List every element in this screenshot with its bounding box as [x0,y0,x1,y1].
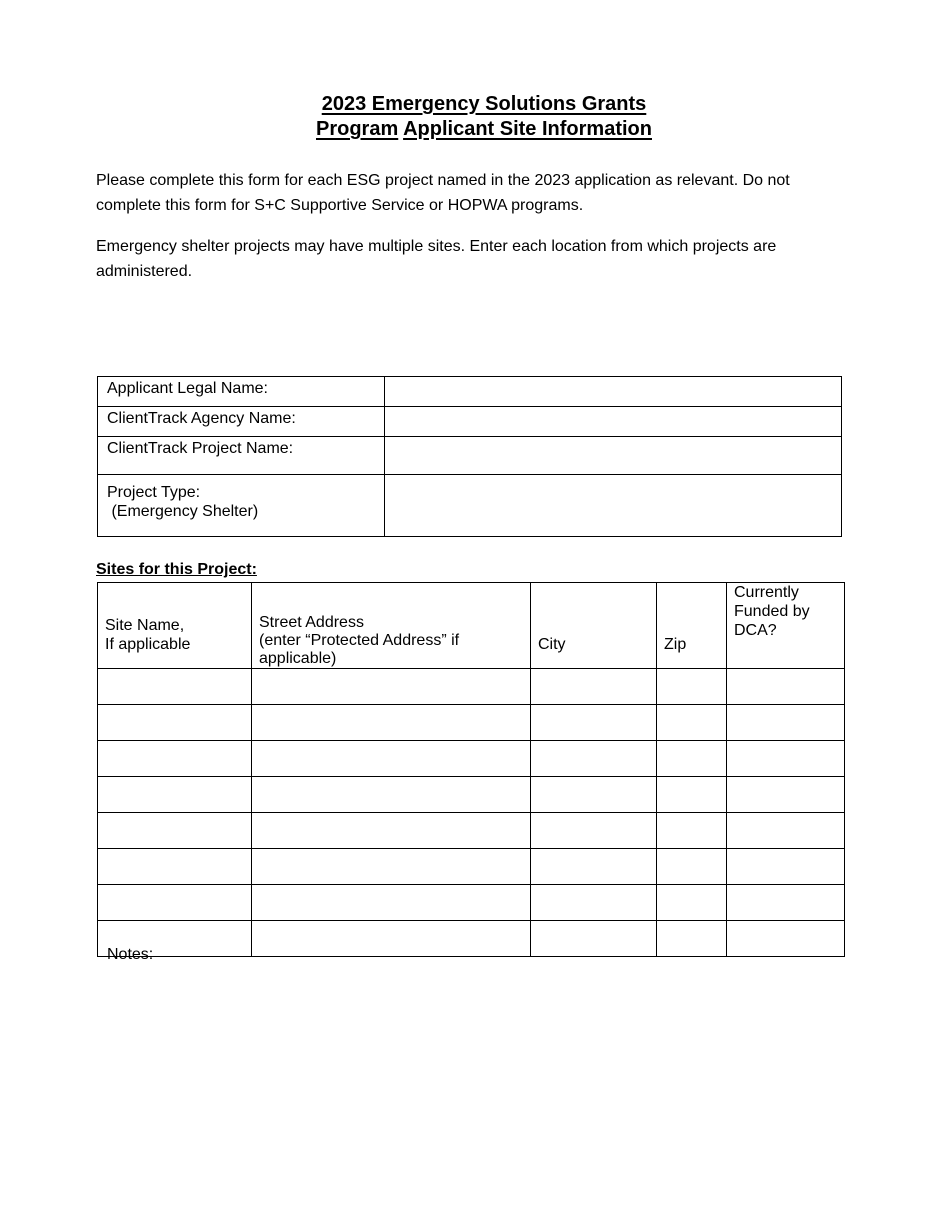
address-header-2: (enter “Protected Address” if applicable) [259,632,460,667]
city-cell[interactable] [531,921,657,957]
street-address-cell[interactable] [252,669,531,705]
address-header-1: Street Address [259,614,364,631]
project-type-label-cell [98,475,385,537]
funded-cell[interactable] [727,741,845,777]
title-line-2b: Applicant Site Information [403,118,652,140]
funded-cell[interactable] [727,921,845,957]
funded-cell[interactable] [727,777,845,813]
project-name-field[interactable] [385,437,842,475]
intro-paragraph-2: Emergency shelter projects may have multiple sites. Enter each location from which projects are administered. [96,238,777,280]
intro-paragraph-1: Please complete this form for each ESG project named in the 2023 application as relevant. Do not complete this form for S+C Supportive Service or HOPWA programs. [96,172,790,214]
applicant-info-table [97,376,842,537]
funded-header-2: Funded by [734,603,810,620]
project-name-label: ClientTrack Project Name: [98,437,385,475]
site-name-header-1: Site Name, [105,617,185,634]
city-cell[interactable] [531,741,657,777]
agency-name-field[interactable] [385,407,842,437]
funded-header-1: Currently [734,584,799,601]
col-funded-by-dca [727,583,845,669]
zip-cell[interactable] [657,705,727,741]
site-name-cell[interactable] [98,849,252,885]
sites-table-body [98,669,845,957]
city-cell[interactable] [531,705,657,741]
col-street-address [252,583,531,669]
funded-cell[interactable] [727,813,845,849]
title-line-2a: Program [316,118,399,140]
site-name-cell[interactable] [98,669,252,705]
table-row [98,777,845,813]
project-type-field[interactable] [385,475,842,537]
street-address-cell[interactable] [252,849,531,885]
site-name-cell[interactable] [98,705,252,741]
zip-cell[interactable] [657,921,727,957]
funded-cell[interactable] [727,705,845,741]
zip-cell[interactable] [657,885,727,921]
page-title [0,92,950,142]
city-cell[interactable] [531,669,657,705]
zip-cell[interactable] [657,669,727,705]
street-address-cell[interactable] [252,705,531,741]
table-row [98,849,845,885]
notes-label: Notes: [107,946,154,963]
title-line-1: 2023 Emergency Solutions Grants [321,93,647,115]
table-row [98,741,845,777]
zip-cell[interactable] [657,813,727,849]
zip-cell[interactable] [657,849,727,885]
street-address-cell[interactable] [252,813,531,849]
legal-name-field[interactable] [385,377,842,407]
zip-cell[interactable] [657,741,727,777]
col-site-name [98,583,252,669]
funded-cell[interactable] [727,669,845,705]
street-address-cell[interactable] [252,921,531,957]
legal-name-label: Applicant Legal Name: [98,377,385,407]
funded-cell[interactable] [727,849,845,885]
sites-table [97,582,845,957]
col-city: City [531,583,657,669]
site-name-cell[interactable] [98,777,252,813]
project-type-label: Project Type: [107,484,201,501]
city-cell[interactable] [531,849,657,885]
sites-heading: Sites for this Project: [96,561,257,578]
street-address-cell[interactable] [252,885,531,921]
site-name-header-2: If applicable [105,636,191,653]
table-row [98,921,845,957]
funded-cell[interactable] [727,885,845,921]
col-zip: Zip [657,583,727,669]
table-row [98,669,845,705]
table-row [98,705,845,741]
site-name-cell[interactable] [98,741,252,777]
city-cell[interactable] [531,777,657,813]
funded-header-3: DCA? [734,622,777,639]
project-type-sublabel: (Emergency Shelter) [107,503,259,520]
site-name-cell[interactable] [98,885,252,921]
city-cell[interactable] [531,813,657,849]
table-row [98,885,845,921]
street-address-cell[interactable] [252,777,531,813]
street-address-cell[interactable] [252,741,531,777]
city-cell[interactable] [531,885,657,921]
zip-cell[interactable] [657,777,727,813]
table-row [98,813,845,849]
site-name-cell[interactable] [98,813,252,849]
agency-name-label: ClientTrack Agency Name: [98,407,385,437]
